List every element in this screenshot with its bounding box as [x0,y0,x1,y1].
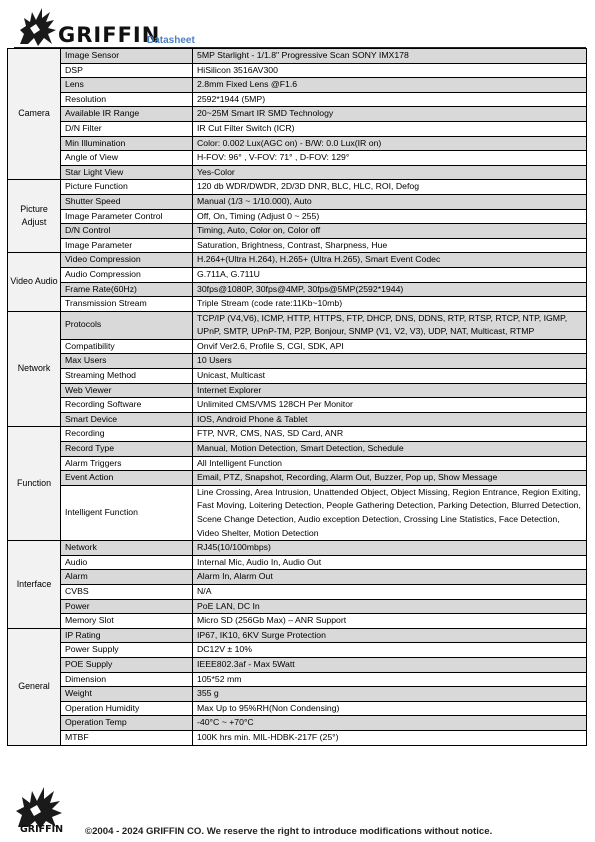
spec-row [8,628,587,643]
spec-row [8,730,587,745]
spec-label: Recording [61,427,193,442]
spec-value: All Intelligent Function [193,456,587,471]
spec-value: Unicast, Multicast [193,369,587,384]
spec-label: Smart Device [61,412,193,427]
spec-label: Compatibility [61,339,193,354]
spec-value: Unlimited CMS/VMS 128CH Per Monitor [193,398,587,413]
spec-label: Dimension [61,672,193,687]
spec-row [8,541,587,556]
spec-label: Protocols [61,311,193,339]
spec-label: D/N Filter [61,121,193,136]
spec-label: Image Sensor [61,49,193,64]
spec-value: Email, PTZ, Snapshot, Recording, Alarm Out, Buzzer, Pop up, Show Message [193,471,587,486]
spec-label: Alarm Triggers [61,456,193,471]
spec-value: Manual (1/3 ~ 1/10.000), Auto [193,194,587,209]
spec-value: Saturation, Brightness, Contrast, Sharpness, Hue [193,238,587,253]
spec-value: H-FOV: 96° , V-FOV: 71° , D-FOV: 129° [193,151,587,166]
spec-row [8,311,587,339]
spec-label: Lens [61,78,193,93]
spec-label: Alarm [61,570,193,585]
spec-value: Triple Stream (code rate:11Kb~10mb) [193,297,587,312]
spec-value: 100K hrs min. MIL-HDBK-217F (25°) [193,730,587,745]
spec-row [8,427,587,442]
spec-value: DC12V ± 10% [193,643,587,658]
spec-label: Resolution [61,92,193,107]
spec-label: Audio Compression [61,267,193,282]
spec-label: CVBS [61,584,193,599]
spec-value: IP67, IK10, 6KV Surge Protection [193,628,587,643]
spec-value: Line Crossing, Area Intrusion, Unattended Object, Object Missing, Region Entrance, Region Exiting, Fast Moving, Loitering Detection, People Gathering Detection, Parking Detection, Blurred Detection, Scene Change Detection, Audio exception Detection, Crossing Line Statistics, Face Detection, Video Shelter, Motion Detection [193,485,587,540]
spec-row [8,383,587,398]
spec-row [8,136,587,151]
spec-row [8,253,587,268]
spec-value: 30fps@1080P, 30fps@4MP, 30fps@5MP(2592*1944) [193,282,587,297]
spec-value: Internal Mic, Audio In, Audio Out [193,555,587,570]
spec-row [8,180,587,195]
spec-row [8,555,587,570]
spec-row [8,78,587,93]
spec-label: Power [61,599,193,614]
spec-label: Shutter Speed [61,194,193,209]
spec-row [8,657,587,672]
spec-label: Audio [61,555,193,570]
spec-value: N/A [193,584,587,599]
spec-value: PoE LAN, DC In [193,599,587,614]
spec-value: IR Cut Filter Switch (ICR) [193,121,587,136]
document-type: Datasheet [147,35,195,46]
spec-value: 120 db WDR/DWDR, 2D/3D DNR, BLC, HLC, ROI, Defog [193,180,587,195]
spec-value: Internet Explorer [193,383,587,398]
spec-value: IOS, Android Phone & Tablet [193,412,587,427]
spec-value: HiSilicon 3516AV300 [193,63,587,78]
spec-row [8,151,587,166]
spec-row [8,584,587,599]
spec-row [8,614,587,629]
spec-value: Off, On, Timing (Adjust 0 ~ 255) [193,209,587,224]
spec-row [8,121,587,136]
spec-group-label: Video Audio [8,253,61,311]
spec-group-label: Function [8,427,61,541]
spec-value: H.264+(Ultra H.264), H.265+ (Ultra H.265), Smart Event Codec [193,253,587,268]
page-header [14,4,584,48]
spec-row [8,297,587,312]
spec-row [8,49,587,64]
spec-value: G.711A, G.711U [193,267,587,282]
spec-value: 10 Users [193,354,587,369]
spec-label: POE Supply [61,657,193,672]
spec-row [8,398,587,413]
spec-label: IP Rating [61,628,193,643]
spec-value: Onvif Ver2.6, Profile S, CGI, SDK, API [193,339,587,354]
spec-label: Min Illumination [61,136,193,151]
spec-table-body [8,49,587,746]
spec-row [8,471,587,486]
spec-value: 105*52 mm [193,672,587,687]
spec-group-label: General [8,628,61,745]
spec-row [8,238,587,253]
spec-value: 5MP Starlight - 1/1.8" Progressive Scan SONY IMX178 [193,49,587,64]
spec-label: Frame Rate(60Hz) [61,282,193,297]
spec-row [8,224,587,239]
spec-group-label: Picture Adjust [8,180,61,253]
spec-row [8,643,587,658]
spec-row [8,354,587,369]
spec-value: 20~25M Smart IR SMD Technology [193,107,587,122]
spec-value: Yes-Color [193,165,587,180]
spec-value: Max Up to 95%RH(Non Condensing) [193,701,587,716]
spec-value: Color: 0.002 Lux(AGC on) - B/W: 0.0 Lux(IR on) [193,136,587,151]
spec-value: Micro SD (256Gb Max) – ANR Support [193,614,587,629]
footer-brand: GRIFFIN [20,824,64,835]
spec-label: Available IR Range [61,107,193,122]
spec-group-label: Network [8,311,61,427]
spec-table [7,48,587,746]
spec-row [8,570,587,585]
spec-label: D/N Control [61,224,193,239]
spec-label: Transmission Stream [61,297,193,312]
spec-value: 2592*1944 (5MP) [193,92,587,107]
spec-label: Image Parameter Control [61,209,193,224]
spec-label: Intelligent Function [61,485,193,540]
spec-row [8,442,587,457]
spec-group-label: Camera [8,49,61,180]
brand-name: GRIFFIN [58,23,161,47]
spec-group-label: Interface [8,541,61,629]
spec-row [8,672,587,687]
spec-row [8,107,587,122]
spec-label: Image Parameter [61,238,193,253]
spec-label: Recording Software [61,398,193,413]
spec-label: Operation Temp [61,716,193,731]
spec-row [8,92,587,107]
spec-label: Network [61,541,193,556]
spec-label: DSP [61,63,193,78]
spec-row [8,485,587,540]
copyright-notice: ©2004 - 2024 GRIFFIN CO. We reserve the right to introduce modifications without notice. [85,826,493,837]
spec-value: FTP, NVR, CMS, NAS, SD Card, ANR [193,427,587,442]
spec-label: Event Action [61,471,193,486]
spec-label: MTBF [61,730,193,745]
spec-row [8,599,587,614]
spec-label: Picture Function [61,180,193,195]
spec-value: -40°C ~ +70°C [193,716,587,731]
spec-label: Video Compression [61,253,193,268]
spec-label: Streaming Method [61,369,193,384]
spec-label: Max Users [61,354,193,369]
spec-row [8,369,587,384]
spec-row [8,412,587,427]
spec-label: Star Light View [61,165,193,180]
spec-row [8,282,587,297]
spec-value: Alarm In, Alarm Out [193,570,587,585]
spec-label: Memory Slot [61,614,193,629]
spec-value: 355 g [193,687,587,702]
spec-row [8,456,587,471]
spec-value: TCP/IP (V4,V6), ICMP, HTTP, HTTPS, FTP, DHCP, DNS, DDNS, RTP, RTSP, RTCP, NTP, IGMP, UPnP, SMTP, UPnP-TM, P2P, Bonjour, SNMP (V1, V2, V3), UDP, NAT, Multicast, RTMP [193,311,587,339]
spec-label: Angle of View [61,151,193,166]
spec-row [8,194,587,209]
spec-row [8,716,587,731]
spec-row [8,165,587,180]
spec-label: Record Type [61,442,193,457]
spec-row [8,267,587,282]
spec-value: Manual, Motion Detection, Smart Detection, Schedule [193,442,587,457]
spec-row [8,339,587,354]
spec-value: Timing, Auto, Color on, Color off [193,224,587,239]
spec-row [8,63,587,78]
page-footer [10,776,585,836]
spec-row [8,687,587,702]
spec-value: RJ45(10/100mbps) [193,541,587,556]
spec-row [8,209,587,224]
griffin-logo-icon [14,4,62,48]
spec-value: IEEE802.3af - Max 5Watt [193,657,587,672]
spec-label: Power Supply [61,643,193,658]
spec-label: Weight [61,687,193,702]
spec-value: 2.8mm Fixed Lens @F1.6 [193,78,587,93]
spec-label: Web Viewer [61,383,193,398]
spec-label: Operation Humidity [61,701,193,716]
spec-row [8,701,587,716]
